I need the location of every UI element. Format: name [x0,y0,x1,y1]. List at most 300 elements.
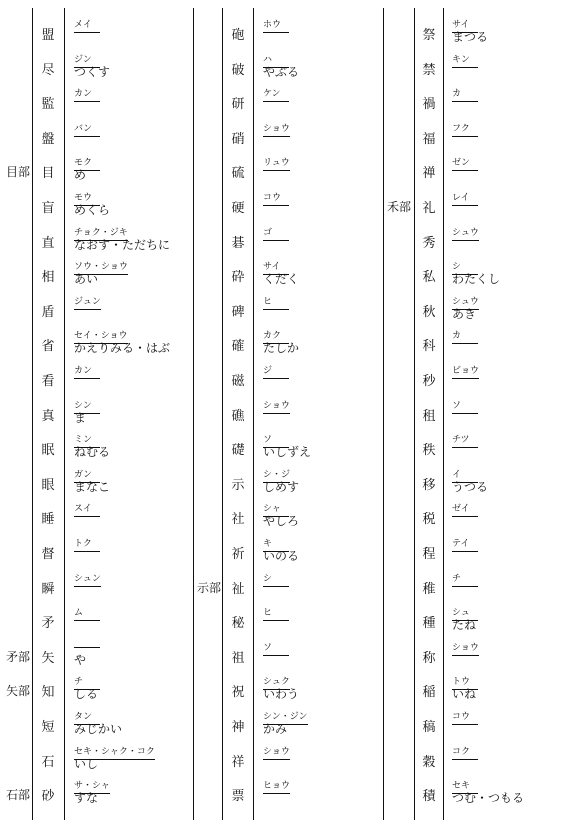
kun-reading: まなこ [74,479,111,494]
reading [263,157,290,169]
kanji-char: 秘 [231,616,245,632]
on-underline [263,170,290,171]
on-underline [263,274,289,275]
on-underline [74,170,100,171]
on-reading: カ [452,89,462,100]
radical-label: 石部 [6,788,31,803]
on-reading: ヒョウ [263,781,291,792]
column-rule [383,8,384,820]
reading [263,573,272,585]
kanji-char: 積 [422,789,436,805]
on-underline [263,240,289,241]
on-reading: ショウ [263,746,290,757]
on-underline [452,378,479,379]
on-underline [452,170,478,171]
on-underline [263,447,289,448]
kanji-char: 禍 [422,97,436,113]
on-underline [452,586,478,587]
reading [263,538,299,562]
on-reading: コウ [263,193,282,203]
reading [452,676,476,700]
on-underline [74,482,100,483]
on-underline [74,759,155,760]
reading [74,54,110,78]
on-underline [452,274,478,275]
on-underline [263,759,290,760]
kun-reading: いし [74,756,99,771]
kun-reading: わたくし [452,272,501,287]
on-reading: シュ [452,608,470,619]
on-underline [452,516,478,517]
on-reading: シュウ [452,296,479,307]
kanji-char: 秩 [422,443,436,459]
kun-reading: かえりみる・はぶ [74,341,171,356]
on-reading: サ・シャ [74,781,110,792]
column-rule [193,8,194,820]
kanji-char: 票 [231,789,245,805]
kanji-char: 盟 [41,28,55,43]
kun-reading: つむ・つもる [452,791,525,806]
kanji-char: 祭 [422,28,436,43]
on-reading: ヒ [263,608,273,619]
on-underline [263,586,289,587]
on-underline [263,101,289,102]
kanji-char: 監 [41,97,55,113]
reading [263,261,299,285]
reading [452,642,479,654]
reading [452,261,500,285]
reading [263,676,299,700]
reading [263,192,281,204]
reading [74,573,101,585]
on-reading: レイ [452,193,470,203]
on-underline [74,32,100,33]
kun-reading: たしか [263,341,300,356]
kanji-char: 督 [41,547,55,562]
on-reading: ハ [263,54,273,65]
kanji-char: 磁 [231,374,245,389]
kanji-char: 眠 [41,443,55,459]
reading [263,434,311,458]
kanji-char: 祖 [231,650,245,666]
on-reading: ゼイ [452,504,470,515]
reading [452,54,470,66]
kun-reading: め [74,168,87,183]
on-reading: シン [74,400,92,411]
reading [263,503,299,527]
kun-reading: めくら [74,203,111,217]
reading [263,19,281,31]
on-reading: コウ [452,712,471,722]
on-underline [74,620,100,621]
on-reading: リュウ [263,158,290,169]
column-rule [64,8,65,820]
on-reading: ソ [263,435,273,446]
kun-reading: いしずえ [263,445,312,460]
kun-reading: すな [74,791,99,806]
on-underline [74,793,110,794]
on-reading: チ [74,677,84,688]
on-reading: ゴ [263,227,273,238]
kun-reading: あき [452,306,477,321]
on-underline [74,240,128,241]
reading [263,365,272,377]
on-reading: カ [452,331,462,342]
kanji-char: 科 [422,339,436,355]
on-underline [263,793,290,794]
reading [74,538,92,550]
reading [452,157,470,169]
kun-reading: まつる [452,30,489,44]
kanji-char: 目 [41,166,55,182]
reading [263,780,290,792]
on-underline [452,205,478,206]
on-underline [452,101,478,102]
on-underline [452,447,478,448]
on-reading: ジュン [74,296,101,307]
kanji-char: 硬 [231,201,245,216]
kanji-char: 祉 [231,581,245,597]
radical-label: 禾部 [387,200,412,214]
on-underline [263,67,289,68]
on-underline [263,32,289,33]
on-reading: ゼン [452,158,471,169]
on-reading: ビョウ [452,366,480,376]
on-underline [263,378,289,379]
reading [452,538,469,550]
kanji-char: 相 [41,270,55,286]
kanji-char: 直 [41,235,55,251]
on-underline [263,205,289,206]
on-underline [452,240,479,241]
reading [74,746,155,770]
kanji-char: 碑 [231,304,245,320]
kanji-char: 碁 [231,235,245,251]
on-reading: セイ・ショウ [74,331,128,342]
kanji-char: 禅 [422,166,436,182]
reading [263,469,299,493]
on-underline [263,689,290,690]
on-underline [452,724,478,725]
on-underline [263,724,308,725]
kanji-char: 砲 [231,28,245,43]
kanji-char: 真 [41,408,55,424]
on-reading: サイ [452,20,470,30]
on-reading: タン [74,712,93,722]
on-reading: ショウ [452,642,479,653]
kanji-char: 秀 [422,235,436,251]
reading [74,19,92,31]
on-underline [452,32,478,33]
reading [452,746,470,758]
on-underline [452,482,478,483]
on-reading: ホウ [263,20,282,30]
reading [74,711,122,735]
kanji-char: 社 [231,512,245,528]
kanji-char: 移 [422,477,436,493]
on-reading: セキ・シャク・コク [74,746,155,757]
on-reading: シュウ [452,227,479,238]
reading [74,400,92,424]
on-reading: ジン [74,54,92,65]
kanji-char: 確 [231,339,245,355]
on-underline [452,689,478,690]
on-reading: コク [452,746,471,757]
on-reading: カン [74,89,93,100]
radical-label: 矛部 [6,649,31,664]
kanji-char: 砂 [41,789,55,805]
on-underline [263,482,290,483]
kanji-char: 盤 [41,131,55,147]
reading [74,503,92,515]
on-underline [452,620,478,621]
on-reading: ソウ・ショウ [74,262,128,273]
kanji-char: 矛 [41,616,55,632]
on-underline [452,413,478,414]
column-rule [222,8,223,820]
on-reading: ジ [263,366,273,376]
on-underline [452,551,478,552]
on-underline [263,413,290,414]
on-underline [74,551,100,552]
kun-reading: しめす [263,479,300,494]
reading [452,192,470,204]
on-reading: シャ [263,504,281,515]
reading [452,469,488,493]
on-underline [263,551,289,552]
reading [452,503,470,515]
kanji-char: 礼 [422,201,436,216]
on-reading: ショウ [263,400,290,411]
on-reading: セキ [452,781,471,792]
reading [263,330,299,354]
on-reading: トウ [452,677,471,688]
kanji-char: 石 [41,754,55,770]
on-reading: カン [74,366,93,376]
on-underline [74,205,100,206]
kun-reading: やぶる [263,64,300,79]
on-reading: シ [263,573,273,584]
on-underline [263,655,289,656]
reading [74,192,110,216]
reading [452,365,479,377]
kanji-char: 省 [41,339,55,355]
on-underline [263,136,290,137]
kun-reading: くだく [263,272,300,287]
on-underline [74,647,100,648]
kun-reading: いのる [263,549,300,563]
on-underline [452,793,478,794]
on-underline [74,67,100,68]
reading [452,400,461,412]
kanji-char: 看 [41,374,55,389]
reading [74,642,86,666]
on-reading [74,642,86,654]
on-reading: キン [452,54,470,65]
reading [452,780,524,804]
reading [74,607,83,619]
on-reading: チョク・ジキ [74,227,128,238]
reading [74,780,110,804]
kun-reading: いわう [263,687,300,702]
reading [452,227,479,239]
reading [452,607,476,631]
reading [263,227,272,239]
kanji-char: 祈 [231,547,245,562]
kanji-char: 福 [422,131,436,147]
on-reading: ミン [74,435,93,446]
column-rule [253,8,254,820]
on-reading: モウ [74,193,93,203]
kanji-char: 稿 [422,720,436,735]
on-underline [74,586,101,587]
on-underline [263,343,289,344]
kanji-char: 硝 [231,131,245,147]
column-rule [32,8,33,820]
kun-reading: つくす [74,64,111,79]
kun-reading: いね [452,687,477,702]
on-reading: シュク [263,677,290,688]
on-reading: シュン [74,573,101,584]
on-reading: ガン [74,469,93,480]
reading [452,123,470,135]
column-rule [414,8,415,820]
kanji-char: 称 [422,650,436,666]
on-underline [74,724,100,725]
kanji-char: 神 [231,720,245,735]
kanji-char: 稲 [422,685,436,701]
on-reading: ソ [452,400,462,411]
on-underline [452,759,478,760]
on-underline [74,136,100,137]
reading [263,54,299,78]
on-reading: バン [74,123,93,134]
on-reading: シン・ジン [263,712,308,722]
reading [74,88,92,100]
on-reading: メイ [74,20,92,30]
kanji-char: 種 [422,616,436,632]
kun-reading: や [74,652,87,667]
kanji-char: 禁 [422,62,436,78]
reading [74,261,128,285]
on-reading: シ [452,262,462,273]
on-underline [74,413,100,414]
on-underline [452,67,478,68]
on-underline [263,309,289,310]
on-reading: ヒ [263,296,273,307]
kanji-char: 租 [422,408,436,424]
reading [74,469,110,493]
on-reading: カク [263,331,282,342]
on-underline [452,343,478,344]
radical-label: 示部 [197,580,222,595]
on-underline [74,689,100,690]
on-reading: チツ [452,435,470,446]
kanji-char: 硫 [231,166,245,182]
kanji-char: 秒 [422,374,436,389]
on-underline [74,309,101,310]
on-underline [74,447,100,448]
reading [74,434,110,458]
reading [452,19,488,43]
radical-label: 矢部 [6,684,31,699]
on-underline [452,309,479,310]
kun-reading: ま [74,410,87,425]
kanji-char: 礁 [231,408,245,424]
kun-reading: うつる [452,479,489,494]
kanji-char: 短 [41,720,55,735]
on-reading: ソ [263,642,273,653]
on-underline [74,343,128,344]
kun-reading: しる [74,687,99,702]
kanji-char: 程 [422,547,436,562]
on-reading: ム [74,608,84,619]
kanji-char: 破 [231,62,245,78]
reading [74,123,92,135]
reading [74,365,92,377]
kanji-char: 祥 [231,754,245,770]
kanji-char: 穀 [422,754,436,770]
on-reading: チ [452,573,462,584]
kanji-char: 知 [41,685,55,701]
on-underline [263,516,289,517]
kanji-char: 睡 [41,512,55,528]
kun-reading: なおす・ただちに [74,237,171,252]
on-reading: ショウ [263,123,290,134]
on-underline [452,136,478,137]
kanji-char: 瞬 [41,581,55,597]
kanji-char: 稚 [422,581,436,597]
kun-reading: かみ [263,722,288,736]
reading [263,88,281,100]
reading [452,88,461,100]
kanji-char: 砕 [231,270,245,286]
kun-reading: たね [452,618,477,633]
reading [452,330,461,342]
on-reading: キ [263,539,273,549]
reading [452,434,469,446]
reading [74,676,98,700]
reading [263,123,290,135]
kun-reading: やしろ [263,514,300,529]
on-reading: サイ [263,262,281,273]
on-underline [263,620,289,621]
column-rule [443,8,444,820]
on-reading: フク [452,123,470,134]
kanji-char: 私 [422,270,436,286]
kun-reading: ねむる [74,445,111,460]
on-reading: トク [74,539,92,549]
kanji-char: 税 [422,512,436,528]
reading [263,746,290,758]
reading [263,711,308,735]
on-reading: スイ [74,504,92,515]
reading [74,296,101,308]
on-reading: シ・ジ [263,469,291,480]
reading [452,711,470,723]
reading [74,330,170,354]
kanji-char: 秋 [422,304,436,320]
on-reading: ケン [263,89,281,100]
reading [452,296,479,320]
on-underline [74,516,100,517]
kanji-char: 示 [231,477,245,493]
radical-label: 目部 [6,165,31,180]
reading [74,157,92,181]
kanji-char: 盾 [41,304,55,320]
kanji-char: 礎 [231,443,245,459]
on-underline [452,655,479,656]
